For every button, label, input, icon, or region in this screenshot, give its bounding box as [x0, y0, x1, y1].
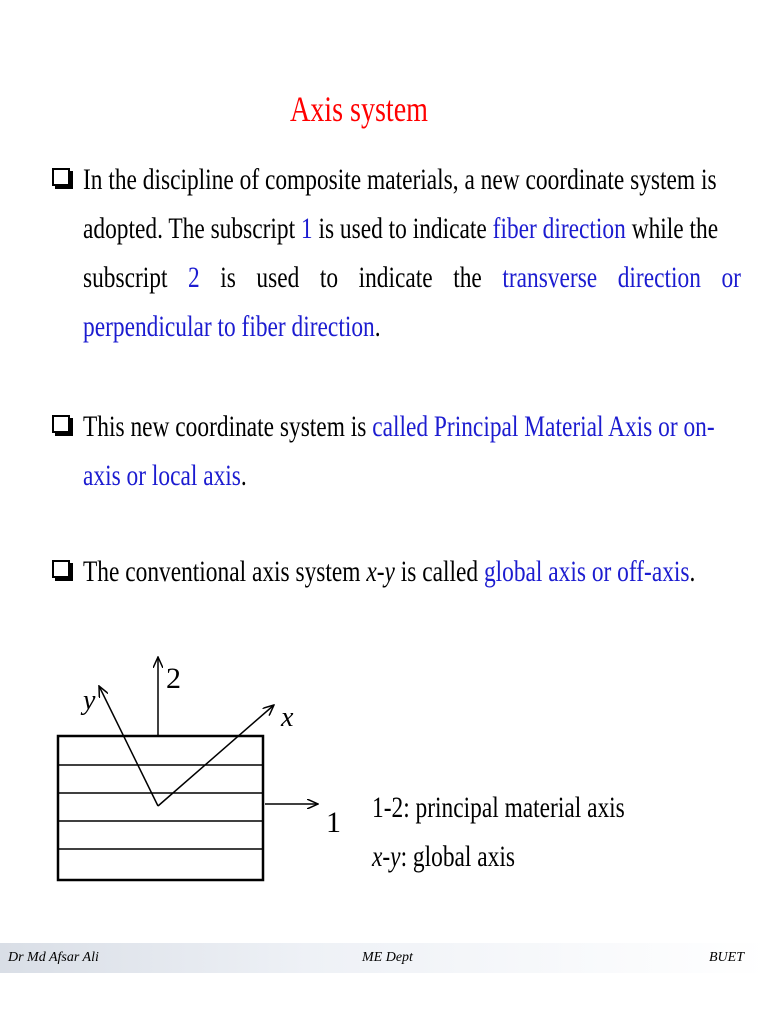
legend-text: : global axis [400, 840, 515, 873]
direction-highlight: direction [617, 261, 701, 294]
bullet-3-text: is called [394, 555, 484, 588]
bullet-1-word: subscript [83, 261, 168, 294]
or-highlight: or [721, 261, 741, 294]
bullet-2-line-1 [83, 402, 715, 451]
bullet-2-line-2 [83, 451, 596, 500]
footer-institution: BUET [709, 950, 744, 965]
global-axis-highlight: global axis or off-axis [483, 555, 690, 588]
axis-x-arrow [158, 705, 274, 806]
legend-principal [372, 791, 625, 825]
axis-y-arrow [99, 686, 158, 806]
bullet-checkbox-icon [52, 168, 70, 186]
legend-key: x-y [372, 840, 401, 873]
transverse-highlight: transverse [502, 261, 598, 294]
bullet-1-word: is [220, 261, 236, 294]
bullet-checkbox-icon [52, 560, 70, 578]
footer-dept: ME Dept [362, 950, 413, 965]
legend-text: : principal material axis [403, 791, 625, 824]
bullet-checkbox-icon [52, 415, 70, 433]
local-axis-highlight: axis or local axis [83, 459, 241, 492]
bullet-1-line-4 [83, 302, 596, 351]
bullet-1-text: In the discipline of composite materials, a new coordinate system is [83, 163, 717, 196]
legend-global [372, 840, 515, 874]
principal-axis-highlight: called Principal Material Axis or on- [372, 410, 715, 443]
axis-x-label: x [281, 702, 294, 733]
bullet-1-word: indicate [358, 261, 433, 294]
laminate-block [58, 736, 263, 880]
bullet-2-text: This new coordinate system is [83, 410, 373, 443]
bullet-3-text: The conventional axis system [83, 555, 367, 588]
perpendicular-highlight: perpendicular to fiber direction [83, 310, 375, 343]
bullet-1-line-1 [83, 155, 717, 204]
bullet-paragraph-3 [83, 547, 741, 596]
bullet-1-word: used [256, 261, 300, 294]
axis-1-label: 1 [326, 806, 341, 839]
bullet-paragraph-2 [83, 402, 741, 500]
bullet-1-text: is used to indicate [312, 212, 493, 245]
axis-y-label: y [83, 685, 96, 716]
bullet-1-line-3 [83, 253, 741, 302]
bullet-1-text: adopted. The subscript [83, 212, 301, 245]
subscript-1-highlight: 1 [300, 212, 313, 245]
bullet-1-text: . [374, 310, 381, 343]
xy-italic: x-y [366, 555, 395, 588]
footer-author: Dr Md Afsar Ali [8, 950, 99, 965]
axis-2-label: 2 [166, 662, 181, 695]
subscript-2-highlight: 2 [188, 261, 200, 294]
bullet-1-word: to [319, 261, 339, 294]
bullet-2-text: . [240, 459, 247, 492]
bullet-1-word: the [453, 261, 482, 294]
bullet-1-line-2 [83, 204, 719, 253]
slide-title: Axis system [289, 89, 429, 129]
bullet-paragraph-1 [83, 155, 741, 351]
slide-footer [0, 943, 768, 973]
bullet-1-text: while the [625, 212, 719, 245]
bullet-3-line-1 [83, 547, 696, 596]
bullet-3-text: . [689, 555, 696, 588]
fiber-direction-highlight: fiber direction [492, 212, 626, 245]
legend-key: 1-2 [372, 791, 404, 824]
